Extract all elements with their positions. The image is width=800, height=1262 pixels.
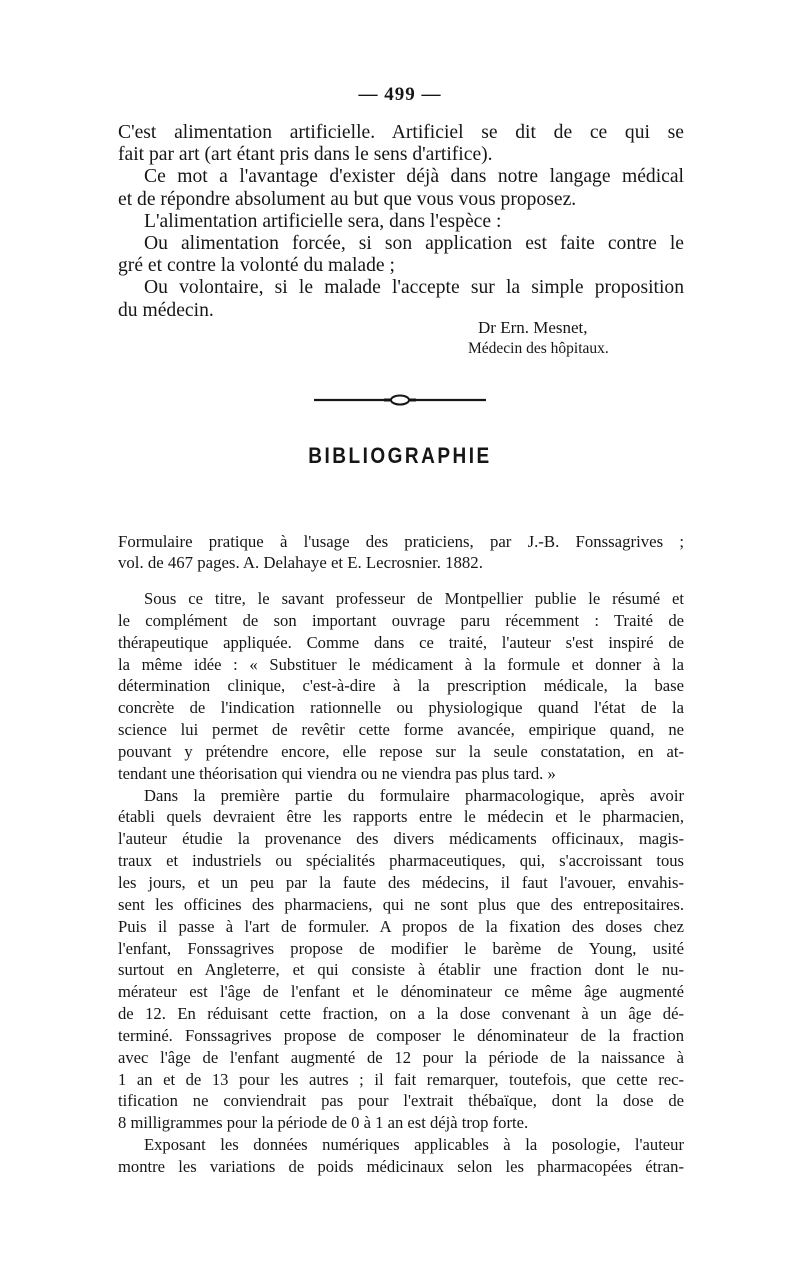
review-line: 8 milligrammes pour la période de 0 à 1 an est déjà trop forte. [118, 1113, 529, 1133]
letter-line: Ce mot a l'avantage d'exister déjà dans notre langage médical [144, 166, 684, 188]
review-line: Puis il passe à l'art de formuler. A propos de la fixation des doses chez [118, 916, 684, 936]
review-line: concrète de l'indication rationnelle ou physiologique quand l'état de la [118, 698, 684, 718]
review-line: le complément de son important ouvrage paru récemment : Traité de [118, 610, 684, 630]
review-line: mérateur est l'âge de l'enfant et le dénominateur ce même âge augmenté [118, 982, 684, 1002]
review-line: montre les variations de poids médicinaux selon les pharmacopées étran- [118, 1156, 684, 1176]
review-line: thérapeutique appliquée. Comme dans ce traité, l'auteur s'est inspiré de [118, 632, 684, 652]
review-line: tification ne conviendrait pas pour l'extrait thébaïque, dont la dose de [118, 1091, 684, 1111]
review-line: pouvant y prétendre encore, elle repose sur la seule constatation, en at- [118, 741, 684, 761]
review-line: l'enfant, Fonssagrives propose de modifier le barème de Young, usité [118, 938, 684, 958]
letter-line: Ou alimentation forcée, si son application est faite contre le [144, 232, 684, 254]
review-line: science lui permet de revêtir cette forme avancée, empirique quand, ne [118, 720, 684, 740]
review-line: tendant une théorisation qui viendra ou ne viendra pas plus tard. » [118, 763, 556, 783]
reference-line: vol. de 467 pages. A. Delahaye et E. Lecrosnier. 1882. [118, 553, 483, 572]
letter-line: Ou volontaire, si le malade l'accepte sur la simple proposition [144, 277, 684, 299]
signature-role: Médecin des hôpitaux. [468, 340, 609, 357]
review-line: avec l'âge de l'enfant augmenté de 12 pour la période de la naissance à [118, 1047, 684, 1067]
letter-line: et de répondre absolument au but que vous vous proposez. [118, 188, 577, 210]
review-line: Dans la première partie du formulaire pharmacologique, après avoir [144, 785, 684, 805]
review-line: Exposant les données numériques applicables à la posologie, l'auteur [144, 1135, 684, 1155]
review-line: la même idée : « Substituer le médicament à la formule et donner à la [118, 654, 684, 674]
review-line: terminé. Fonssagrives propose de composer le dénominateur de la fraction [118, 1025, 684, 1045]
letter-line: L'alimentation artificielle sera, dans l'espèce : [144, 210, 502, 232]
review-line: surtout en Angleterre, et qui consiste à établir une fraction dont le nu- [118, 960, 684, 980]
reference-line: Formulaire pratique à l'usage des praticiens, par J.-B. Fonssagrives ; [118, 532, 684, 551]
review-line: sent les officines des pharmaciens, qui ne sont plus que des entrepositaires. [118, 894, 684, 914]
signature-name: Dr Ern. Mesnet, [478, 318, 588, 337]
letter-line: du médecin. [118, 299, 214, 321]
section-divider [314, 393, 486, 407]
review-line: Sous ce titre, le savant professeur de Montpellier publie le résumé et [144, 589, 684, 608]
review-line: les jours, et un peu par la faute des médecins, il faut l'avouer, envahis- [118, 872, 684, 892]
letter-line: gré et contre la volonté du malade ; [118, 255, 395, 277]
letter-line: fait par art (art étant pris dans le sens d'artifice). [118, 144, 493, 166]
page-number: — 499 — [358, 84, 442, 105]
review-line: traux et industriels ou spécialités pharmaceutiques, qui, s'accroissant tous [118, 851, 684, 871]
letter-body [118, 122, 684, 322]
letter-line: C'est alimentation artificielle. Artificiel se dit de ce qui se [118, 122, 684, 143]
book-reference [118, 531, 684, 573]
review-line: 1 an et de 13 pour les autres ; il fait remarquer, toutefois, que cette rec- [118, 1069, 684, 1089]
review-body [118, 588, 684, 1178]
review-line: de 12. En réduisant cette fraction, on a la dose convenant à un âge dé- [118, 1004, 684, 1024]
review-line: détermination clinique, c'est-à-dire à la prescription médicale, la base [118, 676, 684, 696]
review-line: établi quels devraient être les rapports entre le médecin et le pharmacien, [118, 807, 684, 827]
review-line: l'auteur étudie la provenance des divers médicaments officinaux, magis- [118, 829, 684, 849]
section-title: BIBLIOGRAPHIE [308, 444, 492, 469]
